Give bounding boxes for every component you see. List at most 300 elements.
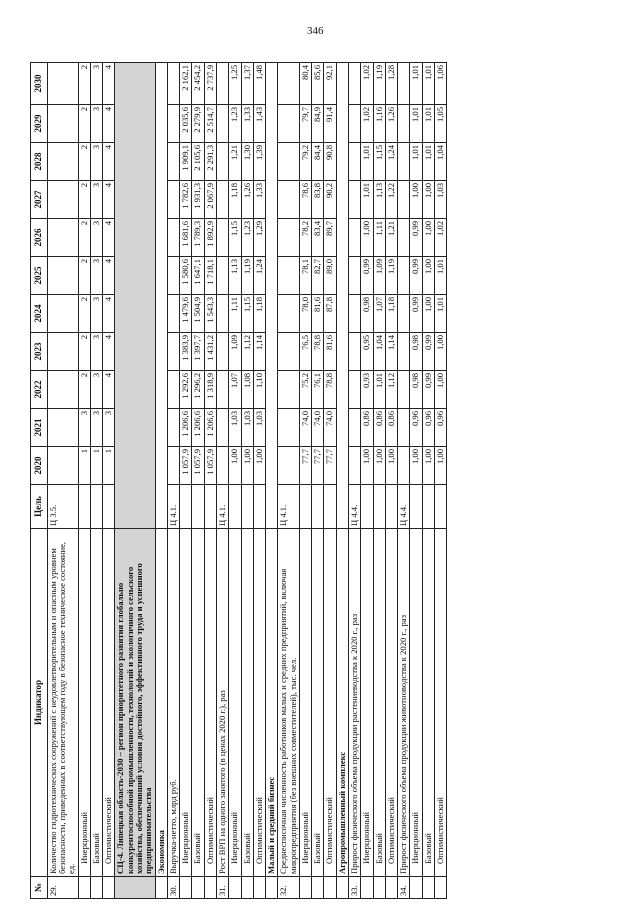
- value-cell: 0,99: [361, 257, 373, 295]
- value-cell: 1 647,1: [192, 257, 204, 295]
- empty-cell: [47, 371, 78, 409]
- value-cell: 1 206,6: [204, 409, 216, 447]
- value-cell: 1,12: [385, 371, 397, 409]
- value-cell: 1,02: [361, 63, 373, 105]
- num-cell: [299, 877, 311, 899]
- value-cell: 1,05: [435, 105, 447, 143]
- value-cell: 81,6: [324, 333, 336, 371]
- value-cell: 1,00: [422, 219, 434, 257]
- band-fill: [115, 63, 155, 529]
- value-cell: 83,4: [312, 219, 324, 257]
- num-cell: [324, 877, 336, 899]
- col-header-year: 2024: [31, 295, 48, 333]
- value-cell: 81,6: [312, 295, 324, 333]
- empty-cell: [278, 63, 300, 105]
- value-cell: 3: [90, 333, 102, 371]
- empty-cell: [398, 295, 410, 333]
- value-cell: 87,8: [324, 295, 336, 333]
- value-cell: 1,13: [373, 181, 385, 219]
- empty-cell: [216, 219, 228, 257]
- value-cell: 1,15: [373, 143, 385, 181]
- value-cell: 78,1: [299, 257, 311, 295]
- value-cell: 1,10: [253, 371, 265, 409]
- value-cell: 1,00: [385, 447, 397, 485]
- indicator-number: 32.: [278, 877, 300, 899]
- value-cell: 1,28: [385, 63, 397, 105]
- col-header-year: 2023: [31, 333, 48, 371]
- value-cell: 1 292,6: [180, 371, 192, 409]
- value-cell: 84,4: [312, 143, 324, 181]
- value-cell: 1,01: [373, 371, 385, 409]
- indicator-number: 33.: [349, 877, 361, 899]
- section-fill: [266, 63, 278, 529]
- value-cell: 74,0: [324, 409, 336, 447]
- value-cell: 1,12: [241, 333, 253, 371]
- value-cell: 0,96: [422, 409, 434, 447]
- goal-cell: [78, 485, 90, 529]
- empty-cell: [349, 257, 361, 295]
- value-cell: 1,24: [253, 257, 265, 295]
- value-cell: 1,23: [229, 105, 241, 143]
- empty-cell: [216, 295, 228, 333]
- indicator-title: Прирост физического объема продукции растениеводства к 2020 г., раз: [349, 529, 361, 877]
- empty-cell: [167, 333, 179, 371]
- indicator-row: [398, 63, 410, 899]
- indicator-title: Среднесписочная численность работников малых и средних предприятий, включая микропредприятия (без внешних совместителей), тыс. чел.: [278, 529, 300, 877]
- value-cell: 1,26: [385, 105, 397, 143]
- scenario-row: [410, 63, 422, 899]
- goal-cell: [361, 485, 373, 529]
- value-cell: 4: [103, 219, 115, 257]
- value-cell: 1,16: [373, 105, 385, 143]
- value-cell: 1,43: [253, 105, 265, 143]
- value-cell: 1,33: [253, 181, 265, 219]
- empty-cell: [167, 371, 179, 409]
- col-header-num: №: [31, 877, 48, 899]
- value-cell: 78,6: [299, 181, 311, 219]
- empty-cell: [167, 105, 179, 143]
- scenario-row: [253, 63, 265, 899]
- value-cell: 0,96: [410, 409, 422, 447]
- value-cell: 1,33: [241, 105, 253, 143]
- goal-cell: [229, 485, 241, 529]
- value-cell: 1,14: [385, 333, 397, 371]
- value-cell: 3: [90, 257, 102, 295]
- value-cell: 1,18: [229, 181, 241, 219]
- value-cell: 77,7: [299, 447, 311, 485]
- value-cell: 1 383,9: [180, 333, 192, 371]
- value-cell: 1 318,9: [204, 371, 216, 409]
- value-cell: 1,37: [241, 63, 253, 105]
- empty-cell: [278, 409, 300, 447]
- value-cell: 1,00: [422, 447, 434, 485]
- col-header-year: 2025: [31, 257, 48, 295]
- value-cell: 1 782,6: [180, 181, 192, 219]
- scenario-row: [361, 63, 373, 899]
- empty-cell: [398, 63, 410, 105]
- goal-cell: [373, 485, 385, 529]
- value-cell: 0,98: [410, 371, 422, 409]
- value-cell: 1,19: [385, 257, 397, 295]
- num-cell: [312, 877, 324, 899]
- value-cell: 1,18: [385, 295, 397, 333]
- value-cell: 78,0: [299, 295, 311, 333]
- value-cell: 1,14: [253, 333, 265, 371]
- goal-cell: [410, 485, 422, 529]
- indicator-row: [167, 63, 179, 899]
- value-cell: 1: [90, 447, 102, 485]
- value-cell: 1,11: [373, 219, 385, 257]
- page-number: 346: [307, 25, 324, 37]
- col-header-goal: Цель: [31, 485, 48, 529]
- rotated-table-container: [30, 65, 595, 899]
- scenario-label: Оптимистический: [324, 529, 336, 877]
- empty-cell: [349, 295, 361, 333]
- value-cell: 1,13: [229, 257, 241, 295]
- empty-cell: [167, 143, 179, 181]
- num-cell: [373, 877, 385, 899]
- value-cell: 1: [78, 447, 90, 485]
- value-cell: 0,99: [422, 333, 434, 371]
- value-cell: 1,00: [361, 447, 373, 485]
- num-cell: [90, 877, 102, 899]
- scenario-label: Инерционный: [299, 529, 311, 877]
- scenario-label: Базовый: [373, 529, 385, 877]
- scenario-label: Базовый: [192, 529, 204, 877]
- scenario-label: Инерционный: [410, 529, 422, 877]
- value-cell: 1 296,2: [192, 371, 204, 409]
- indicator-goal: Ц 3.5.: [47, 485, 78, 529]
- empty-cell: [167, 257, 179, 295]
- value-cell: 1 057,9: [192, 447, 204, 485]
- goal-cell: [90, 485, 102, 529]
- value-cell: 1,01: [410, 105, 422, 143]
- scenario-row: [78, 63, 90, 899]
- value-cell: 4: [103, 143, 115, 181]
- value-cell: 1,00: [435, 447, 447, 485]
- value-cell: 1,25: [229, 63, 241, 105]
- value-cell: 1,03: [435, 181, 447, 219]
- value-cell: 1,00: [241, 447, 253, 485]
- value-cell: 1,19: [373, 63, 385, 105]
- value-cell: 4: [103, 333, 115, 371]
- indicator-title: Прирост физического объема продукции животноводства к 2020 г., раз: [398, 529, 410, 877]
- value-cell: 1,02: [361, 105, 373, 143]
- value-cell: 0,98: [410, 333, 422, 371]
- empty-cell: [216, 333, 228, 371]
- empty-cell: [398, 447, 410, 485]
- value-cell: 0,93: [361, 371, 373, 409]
- value-cell: 2 035,6: [180, 105, 192, 143]
- value-cell: 1 681,6: [180, 219, 192, 257]
- value-cell: 2: [78, 219, 90, 257]
- value-cell: 0,99: [422, 371, 434, 409]
- empty-cell: [349, 447, 361, 485]
- value-cell: 0,86: [373, 409, 385, 447]
- goal-cell: [192, 485, 204, 529]
- value-cell: 1,00: [410, 447, 422, 485]
- value-cell: 84,9: [312, 105, 324, 143]
- empty-cell: [349, 105, 361, 143]
- value-cell: 2: [78, 371, 90, 409]
- value-cell: 1,06: [435, 63, 447, 105]
- empty-cell: [398, 181, 410, 219]
- value-cell: 1 892,9: [204, 219, 216, 257]
- scenario-row: [312, 63, 324, 899]
- empty-cell: [349, 409, 361, 447]
- value-cell: 3: [90, 143, 102, 181]
- empty-cell: [47, 257, 78, 295]
- num-cell: [192, 877, 204, 899]
- value-cell: 1,19: [241, 257, 253, 295]
- value-cell: 1,23: [241, 219, 253, 257]
- value-cell: 1,04: [435, 143, 447, 181]
- value-cell: 1 057,9: [204, 447, 216, 485]
- section-title: Агропромышленный комплекс: [336, 529, 348, 877]
- indicator-number: 29.: [47, 877, 78, 899]
- num-cell: [241, 877, 253, 899]
- indicator-goal: Ц 4.1.: [216, 485, 228, 529]
- scenario-row: [229, 63, 241, 899]
- value-cell: 4: [103, 257, 115, 295]
- value-cell: 1,21: [385, 219, 397, 257]
- value-cell: 4: [103, 63, 115, 105]
- empty-cell: [216, 409, 228, 447]
- num-cell: [410, 877, 422, 899]
- empty-cell: [349, 143, 361, 181]
- goal-cell: [241, 485, 253, 529]
- value-cell: 74,0: [299, 409, 311, 447]
- goal-cell: [385, 485, 397, 529]
- value-cell: 2 067,9: [204, 181, 216, 219]
- indicator-title: Рост ВРП на одного занятого (в ценах 2020 г.), раз: [216, 529, 228, 877]
- value-cell: 2 279,9: [192, 105, 204, 143]
- value-cell: 1,00: [422, 257, 434, 295]
- value-cell: 1,18: [253, 295, 265, 333]
- value-cell: 76,5: [299, 333, 311, 371]
- empty-cell: [278, 219, 300, 257]
- scenario-row: [192, 63, 204, 899]
- empty-cell: [216, 105, 228, 143]
- section-row: [336, 63, 348, 899]
- value-cell: 76,1: [312, 371, 324, 409]
- value-cell: 0,98: [361, 295, 373, 333]
- num-cell: [385, 877, 397, 899]
- value-cell: 1 431,2: [204, 333, 216, 371]
- scenario-label: Оптимистический: [253, 529, 265, 877]
- table-header-row: [31, 63, 48, 899]
- value-cell: 2: [78, 333, 90, 371]
- value-cell: 1,00: [422, 295, 434, 333]
- value-cell: 1,01: [435, 295, 447, 333]
- value-cell: 2 454,2: [192, 63, 204, 105]
- value-cell: 4: [103, 295, 115, 333]
- value-cell: 3: [90, 219, 102, 257]
- value-cell: 1,03: [229, 409, 241, 447]
- num-cell: [103, 877, 115, 899]
- value-cell: 90,2: [324, 181, 336, 219]
- value-cell: 78,8: [312, 333, 324, 371]
- empty-cell: [216, 63, 228, 105]
- value-cell: 2 105,6: [192, 143, 204, 181]
- value-cell: 0,96: [435, 409, 447, 447]
- goal-cell: [312, 485, 324, 529]
- value-cell: 1 909,1: [180, 143, 192, 181]
- value-cell: 2 291,3: [204, 143, 216, 181]
- value-cell: 77,7: [312, 447, 324, 485]
- value-cell: 74,0: [312, 409, 324, 447]
- value-cell: 3: [78, 409, 90, 447]
- value-cell: 1,11: [229, 295, 241, 333]
- value-cell: 1 057,9: [180, 447, 192, 485]
- value-cell: 1 206,6: [192, 409, 204, 447]
- scenario-label: Оптимистический: [385, 529, 397, 877]
- section-fill: [336, 63, 348, 529]
- value-cell: 2 162,1: [180, 63, 192, 105]
- value-cell: 1,00: [229, 447, 241, 485]
- value-cell: 1,01: [422, 143, 434, 181]
- scenario-row: [435, 63, 447, 899]
- indicator-number: 31.: [216, 877, 228, 899]
- goal-cell: [435, 485, 447, 529]
- empty-cell: [47, 219, 78, 257]
- value-cell: 1,00: [422, 181, 434, 219]
- value-cell: 1,00: [410, 181, 422, 219]
- col-header-year: 2027: [31, 181, 48, 219]
- scenario-row: [180, 63, 192, 899]
- value-cell: 1,01: [410, 63, 422, 105]
- value-cell: 1,15: [229, 219, 241, 257]
- value-cell: 1 931,3: [192, 181, 204, 219]
- empty-cell: [398, 143, 410, 181]
- value-cell: 3: [90, 409, 102, 447]
- value-cell: 3: [90, 181, 102, 219]
- empty-cell: [278, 257, 300, 295]
- empty-cell: [47, 181, 78, 219]
- scenario-row: [324, 63, 336, 899]
- empty-cell: [349, 181, 361, 219]
- value-cell: 1,07: [229, 371, 241, 409]
- value-cell: 1,00: [373, 447, 385, 485]
- value-cell: 1,24: [385, 143, 397, 181]
- scenario-row: [204, 63, 216, 899]
- indicator-goal: Ц 4.4.: [398, 485, 410, 529]
- indicator-row: [278, 63, 300, 899]
- empty-cell: [278, 105, 300, 143]
- value-cell: 4: [103, 371, 115, 409]
- value-cell: 80,4: [299, 63, 311, 105]
- value-cell: 4: [103, 181, 115, 219]
- value-cell: 0,95: [361, 333, 373, 371]
- scenario-label: Инерционный: [229, 529, 241, 877]
- strategic-goal-band: [115, 63, 155, 899]
- col-header-year: 2021: [31, 409, 48, 447]
- scenario-label: Базовый: [241, 529, 253, 877]
- value-cell: 1,01: [410, 143, 422, 181]
- value-cell: 1,26: [241, 181, 253, 219]
- value-cell: 1,09: [373, 257, 385, 295]
- value-cell: 1 789,3: [192, 219, 204, 257]
- value-cell: 0,86: [385, 409, 397, 447]
- value-cell: 75,2: [299, 371, 311, 409]
- value-cell: 89,0: [324, 257, 336, 295]
- scenario-row: [422, 63, 434, 899]
- value-cell: 79,2: [299, 143, 311, 181]
- value-cell: 1,03: [241, 409, 253, 447]
- num-cell: [78, 877, 90, 899]
- empty-cell: [349, 371, 361, 409]
- value-cell: 77,7: [324, 447, 336, 485]
- scenario-label: Инерционный: [180, 529, 192, 877]
- value-cell: 82,7: [312, 257, 324, 295]
- value-cell: 85,6: [312, 63, 324, 105]
- scenario-label: Инерционный: [78, 529, 90, 877]
- value-cell: 90,8: [324, 143, 336, 181]
- value-cell: 1,03: [253, 409, 265, 447]
- empty-cell: [278, 181, 300, 219]
- scenario-row: [385, 63, 397, 899]
- goal-cell: [422, 485, 434, 529]
- value-cell: 4: [103, 105, 115, 143]
- value-cell: 2: [78, 105, 90, 143]
- empty-cell: [216, 447, 228, 485]
- value-cell: 0,99: [410, 295, 422, 333]
- indicator-number: 34.: [398, 877, 410, 899]
- empty-cell: [167, 409, 179, 447]
- value-cell: 3: [90, 105, 102, 143]
- band-title: СЦ-4. Липецкая область-2030 – регион приоритетного развития глобально конкурентоспособной промышленности, технологий и экологичного сельского хозяйства, обеспечивший условия достойного, эффективного труда и успешного предпринимательства: [115, 529, 155, 877]
- value-cell: 1,01: [361, 143, 373, 181]
- value-cell: 0,99: [410, 219, 422, 257]
- value-cell: 1,29: [253, 219, 265, 257]
- scenario-row: [103, 63, 115, 899]
- num-cell: [204, 877, 216, 899]
- value-cell: 1,48: [253, 63, 265, 105]
- empty-cell: [47, 447, 78, 485]
- value-cell: 1,00: [361, 219, 373, 257]
- scenario-row: [299, 63, 311, 899]
- col-header-indicator: Индикатор: [31, 529, 48, 877]
- num-cell: [253, 877, 265, 899]
- value-cell: 2 514,7: [204, 105, 216, 143]
- scenario-row: [241, 63, 253, 899]
- section-row: [266, 63, 278, 899]
- indicator-row: [216, 63, 228, 899]
- value-cell: 1,39: [253, 143, 265, 181]
- scenario-label: Оптимистический: [435, 529, 447, 877]
- value-cell: 3: [103, 409, 115, 447]
- indicator-title: Выручка-нетто, млрд руб.: [167, 529, 179, 877]
- empty-cell: [349, 63, 361, 105]
- empty-cell: [47, 333, 78, 371]
- value-cell: 1,30: [241, 143, 253, 181]
- indicator-title: Количество гидротехнических сооружений с неудовлетворительным и опасным уровнем безопасности, приведенных в соответствующем году в безопасное техническое состояние, ед.: [47, 529, 78, 877]
- value-cell: 83,8: [312, 181, 324, 219]
- empty-cell: [167, 219, 179, 257]
- empty-cell: [398, 257, 410, 295]
- value-cell: 1,04: [373, 333, 385, 371]
- empty-cell: [349, 219, 361, 257]
- col-header-year: 2028: [31, 143, 48, 181]
- num-cell: [180, 877, 192, 899]
- indicator-row: [47, 63, 78, 899]
- indicator-goal: Ц 4.4.: [349, 485, 361, 529]
- value-cell: 2: [78, 143, 90, 181]
- empty-cell: [47, 63, 78, 105]
- value-cell: 1,15: [241, 295, 253, 333]
- section-fill: [155, 63, 167, 529]
- empty-cell: [216, 181, 228, 219]
